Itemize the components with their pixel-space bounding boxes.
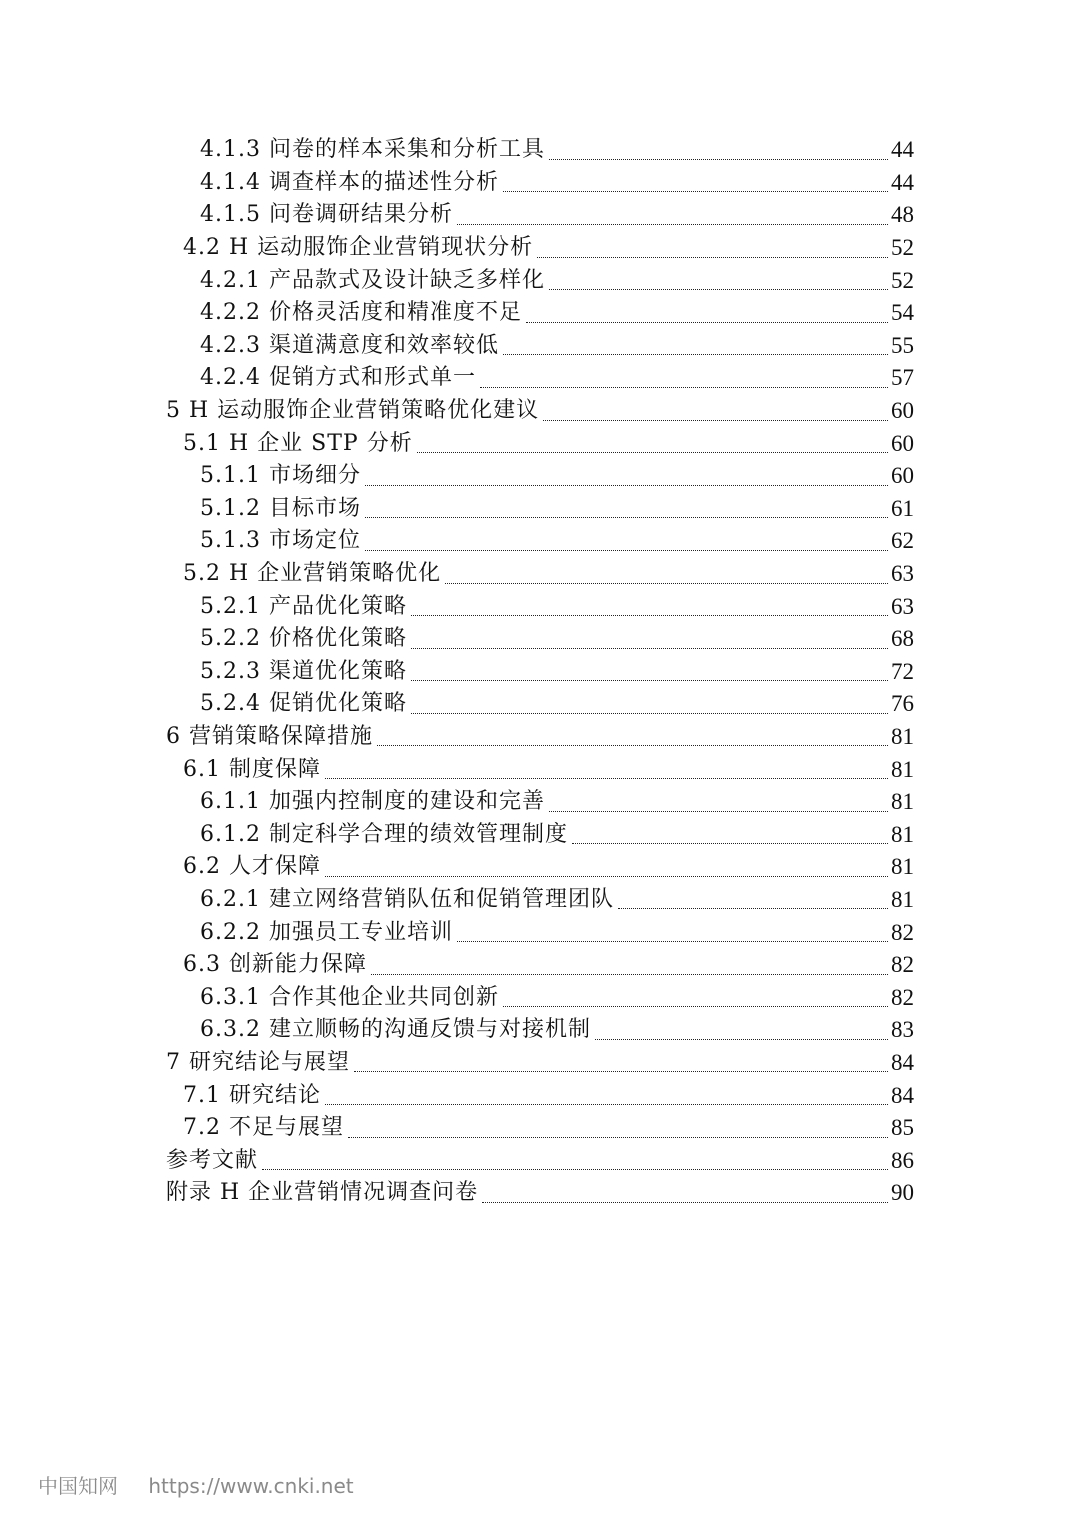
toc-entry-title: 6.3.2 建立顺畅的沟通反馈与对接机制 — [200, 1017, 591, 1043]
toc-entry-page-number: 72 — [891, 658, 914, 684]
toc-entry-title: 4.1.3 问卷的样本采集和分析工具 — [200, 137, 545, 163]
toc-entry-title: 5.2.1 产品优化策略 — [200, 593, 407, 619]
toc-entry[interactable] — [0, 525, 1080, 558]
toc-entry-title: 5.2.4 促销优化策略 — [200, 691, 407, 717]
toc-entry[interactable] — [0, 232, 1080, 265]
toc-entry[interactable] — [0, 460, 1080, 493]
toc-dot-leader — [325, 876, 888, 877]
toc-dot-leader — [482, 1202, 888, 1203]
toc-entry[interactable] — [0, 786, 1080, 819]
toc-entry-page-number: 52 — [891, 235, 914, 261]
toc-dot-leader — [503, 354, 888, 355]
toc-entry[interactable] — [0, 1079, 1080, 1112]
toc-entry[interactable] — [0, 1014, 1080, 1047]
toc-entry[interactable] — [0, 167, 1080, 200]
toc-entry-title: 4.2.1 产品款式及设计缺乏多样化 — [200, 267, 545, 293]
toc-entry-page-number: 81 — [891, 854, 914, 880]
toc-dot-leader — [411, 680, 888, 681]
toc-entry[interactable] — [0, 1144, 1080, 1177]
toc-dot-leader — [618, 908, 888, 909]
toc-entry-page-number: 84 — [891, 1049, 914, 1075]
toc-entry-page-number: 68 — [891, 626, 914, 652]
toc-entry-page-number: 90 — [891, 1180, 914, 1206]
toc-entry-title: 6.3.1 合作其他企业共同创新 — [200, 984, 499, 1010]
toc-entry-title: 6.1 制度保障 — [183, 756, 321, 782]
toc-dot-leader — [377, 745, 888, 746]
toc-dot-leader — [480, 387, 888, 388]
toc-entry-title: 4.2.4 促销方式和形式单一 — [200, 365, 476, 391]
toc-entry[interactable] — [0, 427, 1080, 460]
toc-dot-leader — [365, 550, 888, 551]
toc-entry-title: 4.2.2 价格灵活度和精准度不足 — [200, 300, 522, 326]
toc-entry-title: 5 H 运动服饰企业营销策略优化建议 — [166, 398, 540, 424]
toc-entry-page-number: 84 — [891, 1082, 914, 1108]
toc-entry-page-number: 63 — [891, 561, 914, 587]
toc-dot-leader — [411, 648, 888, 649]
toc-entry-page-number: 48 — [891, 202, 914, 228]
toc-entry-page-number: 76 — [891, 691, 914, 717]
toc-dot-leader — [365, 485, 888, 486]
watermark-url: https://www.cnki.net — [148, 1474, 354, 1498]
toc-entry-title: 6.2 人才保障 — [183, 854, 321, 880]
toc-entry[interactable] — [0, 264, 1080, 297]
toc-dot-leader — [457, 941, 888, 942]
toc-entry[interactable] — [0, 981, 1080, 1014]
toc-entry-page-number: 82 — [891, 952, 914, 978]
toc-entry[interactable] — [0, 884, 1080, 917]
toc-dot-leader — [325, 1104, 888, 1105]
toc-dot-leader — [526, 322, 888, 323]
table-of-contents — [0, 134, 1080, 1210]
toc-dot-leader — [411, 713, 888, 714]
toc-entry[interactable] — [0, 818, 1080, 851]
toc-entry[interactable] — [0, 656, 1080, 689]
toc-entry-page-number: 54 — [891, 300, 914, 326]
toc-entry-title: 6 营销策略保障措施 — [166, 723, 373, 749]
toc-entry-page-number: 60 — [891, 430, 914, 456]
toc-entry[interactable] — [0, 297, 1080, 330]
toc-dot-leader — [595, 1039, 888, 1040]
toc-entry-title: 5.1.3 市场定位 — [200, 528, 361, 554]
toc-entry-page-number: 60 — [891, 398, 914, 424]
toc-dot-leader — [354, 1071, 888, 1072]
toc-entry-page-number: 62 — [891, 528, 914, 554]
toc-dot-leader — [371, 974, 888, 975]
toc-entry-title: 4.2.3 渠道满意度和效率较低 — [200, 332, 499, 358]
toc-dot-leader — [537, 257, 888, 258]
toc-dot-leader — [325, 778, 888, 779]
toc-entry[interactable] — [0, 134, 1080, 167]
toc-dot-leader — [365, 517, 888, 518]
toc-entry-page-number: 86 — [891, 1147, 914, 1173]
toc-entry-title: 4.1.5 问卷调研结果分析 — [200, 202, 453, 228]
cnki-watermark — [38, 1470, 354, 1499]
toc-entry-page-number: 83 — [891, 1017, 914, 1043]
toc-entry-page-number: 85 — [891, 1115, 914, 1141]
toc-entry-page-number: 81 — [891, 886, 914, 912]
toc-dot-leader — [572, 843, 888, 844]
toc-entry-title: 6.2.2 加强员工专业培训 — [200, 919, 453, 945]
toc-dot-leader — [262, 1169, 888, 1170]
toc-dot-leader — [549, 811, 888, 812]
toc-dot-leader — [457, 224, 888, 225]
toc-entry[interactable] — [0, 1047, 1080, 1080]
toc-entry[interactable] — [0, 558, 1080, 591]
toc-entry-page-number: 81 — [891, 821, 914, 847]
toc-dot-leader — [348, 1137, 888, 1138]
toc-entry-page-number: 55 — [891, 332, 914, 358]
watermark-brand: 中国知网 — [38, 1474, 118, 1498]
toc-entry-page-number: 44 — [891, 137, 914, 163]
toc-entry[interactable] — [0, 721, 1080, 754]
toc-entry-page-number: 57 — [891, 365, 914, 391]
toc-entry[interactable] — [0, 493, 1080, 526]
toc-dot-leader — [549, 159, 888, 160]
toc-entry-page-number: 81 — [891, 756, 914, 782]
toc-entry[interactable] — [0, 916, 1080, 949]
toc-dot-leader — [549, 289, 888, 290]
toc-entry-title: 5.1.2 目标市场 — [200, 495, 361, 521]
toc-entry-title: 5.2.2 价格优化策略 — [200, 626, 407, 652]
toc-entry-page-number: 52 — [891, 267, 914, 293]
toc-entry-page-number: 61 — [891, 495, 914, 521]
toc-entry-title: 6.1.2 制定科学合理的绩效管理制度 — [200, 821, 568, 847]
toc-entry[interactable] — [0, 623, 1080, 656]
toc-entry[interactable] — [0, 753, 1080, 786]
toc-entry-page-number: 60 — [891, 463, 914, 489]
toc-entry-title: 参考文献 — [166, 1147, 259, 1173]
toc-dot-leader — [417, 452, 888, 453]
toc-entry[interactable] — [0, 1177, 1080, 1210]
toc-entry-title: 4.2 H 运动服饰企业营销现状分析 — [183, 235, 534, 261]
toc-entry-title: 5.2.3 渠道优化策略 — [200, 658, 407, 684]
toc-entry-page-number: 82 — [891, 984, 914, 1010]
toc-dot-leader — [543, 420, 888, 421]
toc-entry[interactable] — [0, 949, 1080, 982]
toc-entry[interactable] — [0, 688, 1080, 721]
toc-entry-title: 6.2.1 建立网络营销队伍和促销管理团队 — [200, 886, 614, 912]
toc-entry-title: 6.3 创新能力保障 — [183, 952, 367, 978]
toc-entry-page-number: 82 — [891, 919, 914, 945]
toc-entry-title: 7.2 不足与展望 — [183, 1115, 344, 1141]
toc-dot-leader — [503, 191, 888, 192]
toc-entry-page-number: 81 — [891, 789, 914, 815]
toc-entry-title: 5.1 H 企业 STP 分析 — [183, 430, 413, 456]
toc-entry-title: 5.1.1 市场细分 — [200, 463, 361, 489]
toc-entry-page-number: 63 — [891, 593, 914, 619]
toc-dot-leader — [503, 1006, 888, 1007]
toc-entry[interactable] — [0, 199, 1080, 232]
toc-entry[interactable] — [0, 1112, 1080, 1145]
toc-dot-leader — [445, 583, 888, 584]
toc-entry[interactable] — [0, 395, 1080, 428]
toc-entry-page-number: 44 — [891, 169, 914, 195]
toc-entry-title: 6.1.1 加强内控制度的建设和完善 — [200, 789, 545, 815]
toc-entry-title: 4.1.4 调查样本的描述性分析 — [200, 169, 499, 195]
toc-entry-title: 5.2 H 企业营销策略优化 — [183, 561, 442, 587]
toc-dot-leader — [411, 615, 888, 616]
toc-entry[interactable] — [0, 851, 1080, 884]
toc-entry[interactable] — [0, 590, 1080, 623]
toc-entry-page-number: 81 — [891, 723, 914, 749]
toc-entry-title: 7.1 研究结论 — [183, 1082, 321, 1108]
toc-entry-title: 附录 H 企业营销情况调查问卷 — [166, 1180, 479, 1206]
toc-entry[interactable] — [0, 330, 1080, 363]
toc-entry-title: 7 研究结论与展望 — [166, 1049, 350, 1075]
toc-entry[interactable] — [0, 362, 1080, 395]
